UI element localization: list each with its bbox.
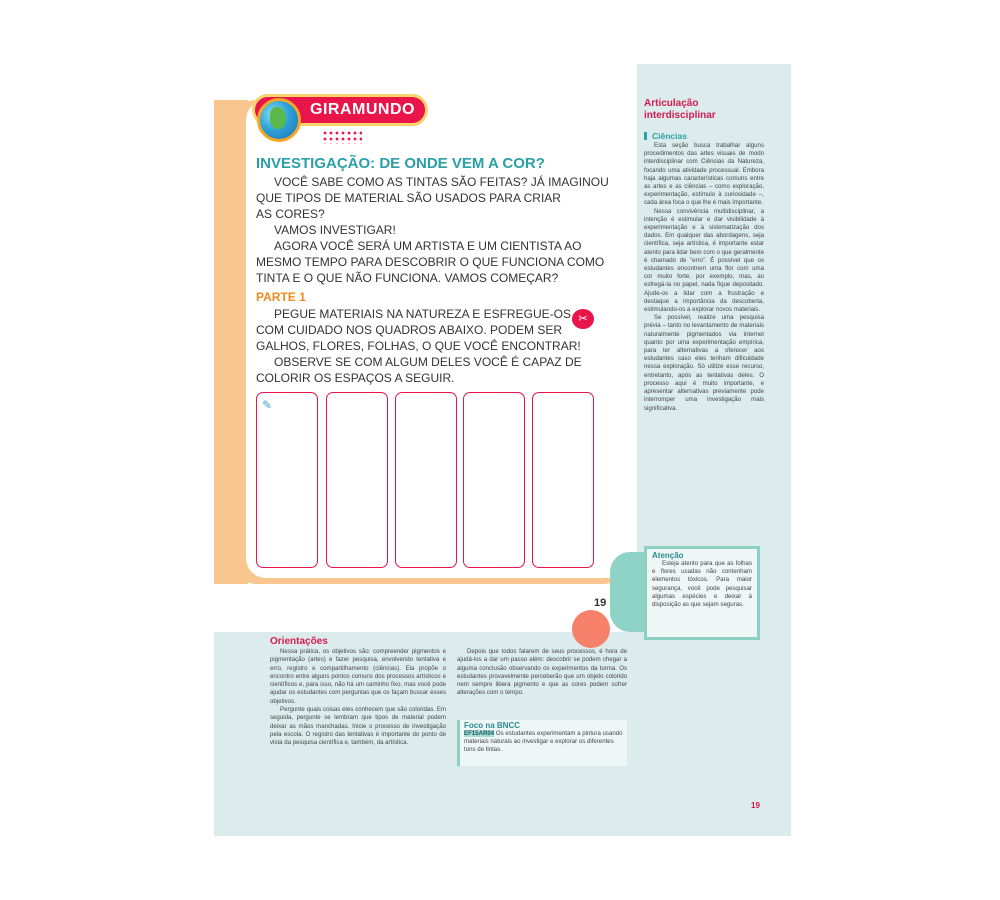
orientations-column-1: Nessa prática, os objetivos são: compreender pigmentos e pigmentação (artes) e fazer pesquisa, envolvendo tentativa e erro, registro e compartilhamento (ciências). Ela propõe o encontro entre alguns pontos comuns dos processos artísticos e científicos e, para isso, não há um caminho fixo, mas você pode ajudar os estudantes com perguntas que os façam buscar esses objetivos. Pergunte quais coisas eles conhecem que são coloridas. Em seguida, pergunte se lembram que tipos de material podem deixar as mãos manchadas. Inicie o processo de investigação pela escola. O registro das tentativas é importante do ponto de vista da pesquisa científica e, também, da artística. (270, 648, 446, 747)
part-heading: PARTE 1 (256, 290, 306, 304)
student-page-number: 19 (594, 597, 607, 609)
sidebar-text: Esta seção busca trabalhar alguns procedimentos das artes visuais de modo interdisciplinar com Ciências da Natureza, focando uma atividade processual. Embora haja algumas características comuns entre as artes e as ciências – como exploração, experimentação, estímulo à curiosidade –, cada área foca o que lhe é mais importante. Nessa convivência multidisciplinar, a intenção é estimular e dar visibilidade à experimentação e à sistematização dos dados. Em qualquer das abordagens, seja científica, seja artística, é importante estar atento para lidar bem com o que geralmente é chamado de "erro". É possível que os estudantes encontrem uma flor com uma cor muito forte, por exemplo, mas, ao esfregá-la no papel, nada fique depositado. Ajude-os a lidar com a frustração e destaque a importância da descoberta, estimulando-os a explorar novos materiais. Se possível, realize uma pesquisa prévia – tanto no levantamento de materiais naturalmente pigmentados via internet quanto por uma experimentação empírica, para ter alternativas a oferecer aos estudantes caso eles tenham dificuldade nessa exploração. Só utilize esse recurso, entretanto, após as tentativas deles. O processo aqui é muito importante, e apresentar alternativas previamente pode interromper uma investigação mais significativa. (644, 142, 764, 412)
page-number: 19 (751, 801, 760, 810)
bncc-code: EF15AR04 (464, 730, 495, 737)
coral-corner-decoration (572, 610, 610, 648)
bncc-focus-title: Foco na BNCC (464, 721, 520, 730)
book-page (214, 64, 791, 836)
intro-paragraph: VOCÊ SABE COMO AS TINTAS SÃO FEITAS? JÁ IMAGINOU QUE TIPOS DE MATERIAL SÃO USADOS PARA CRIAR AS CORES? VAMOS INVESTIGAR! AGORA VOCÊ SERÁ UM ARTISTA E UM CIENTISTA AO MESMO TEMPO PARA DESCOBRIR O QUE FUNCIONA COMO TINTA E O QUE NÃO FUNCIONA. VAMOS COMEÇAR? (256, 175, 609, 285)
pencil-icon: ✎ (262, 398, 273, 412)
coloring-box-4[interactable] (463, 392, 525, 568)
attention-box (644, 546, 760, 640)
dot-pattern-decoration (322, 130, 362, 144)
coloring-box-1[interactable] (256, 392, 318, 568)
coloring-box-3[interactable] (395, 392, 457, 568)
orientations-title: Orientações (270, 636, 328, 647)
no-scissors-warning-icon: ✂ (572, 309, 594, 329)
sidebar-subtitle: Ciências (644, 131, 687, 141)
activity-title: INVESTIGAÇÃO: DE ONDE VEM A COR? (256, 155, 545, 172)
student-page (214, 64, 637, 632)
sidebar-title: Articulação interdisciplinar (644, 98, 716, 121)
instructions-paragraph: PEGUE MATERIAIS NA NATUREZA E ESFREGUE-OS COM CUIDADO NOS QUADROS ABAIXO. PODEM SER GALHOS, FLORES, FOLHAS, O QUE VOCÊ ENCONTRAR! OBSERVE SE COM ALGUM DELES VOCÊ É CAPAZ DE COLORIR OS ESPAÇOS A SEGUIR. (256, 307, 582, 385)
globe-icon (257, 98, 301, 142)
bncc-focus-text: EF15AR04 Os estudantes experimentam a pintura usando materiais naturais ao investigar e explorar os diferentes tons de tintas. (464, 730, 623, 753)
orientations-column-2: Depois que todos falarem de seus processos, é hora de ajudá-los a dar um passo além: descobrir se podem chegar a alguma conclusão observando os experimentos da turma. Os estudantes provavelmente perceberão que um objeto colorido nem sempre libera pigmento e que as cores podem sofrer alterações com o tempo. (457, 648, 627, 697)
coloring-box-2[interactable] (326, 392, 388, 568)
attention-text: Esteja atento para que as folhas e flores usadas não contenham elementos tóxicos. Para maior segurança, você pode pesquisar algumas espécies e deixar à disposição as que sejam seguras. (652, 560, 752, 609)
coloring-box-5[interactable] (532, 392, 594, 568)
attention-title: Atenção (652, 551, 684, 560)
section-banner-label: GIRAMUNDO (310, 101, 415, 118)
bncc-focus-box (457, 720, 627, 766)
